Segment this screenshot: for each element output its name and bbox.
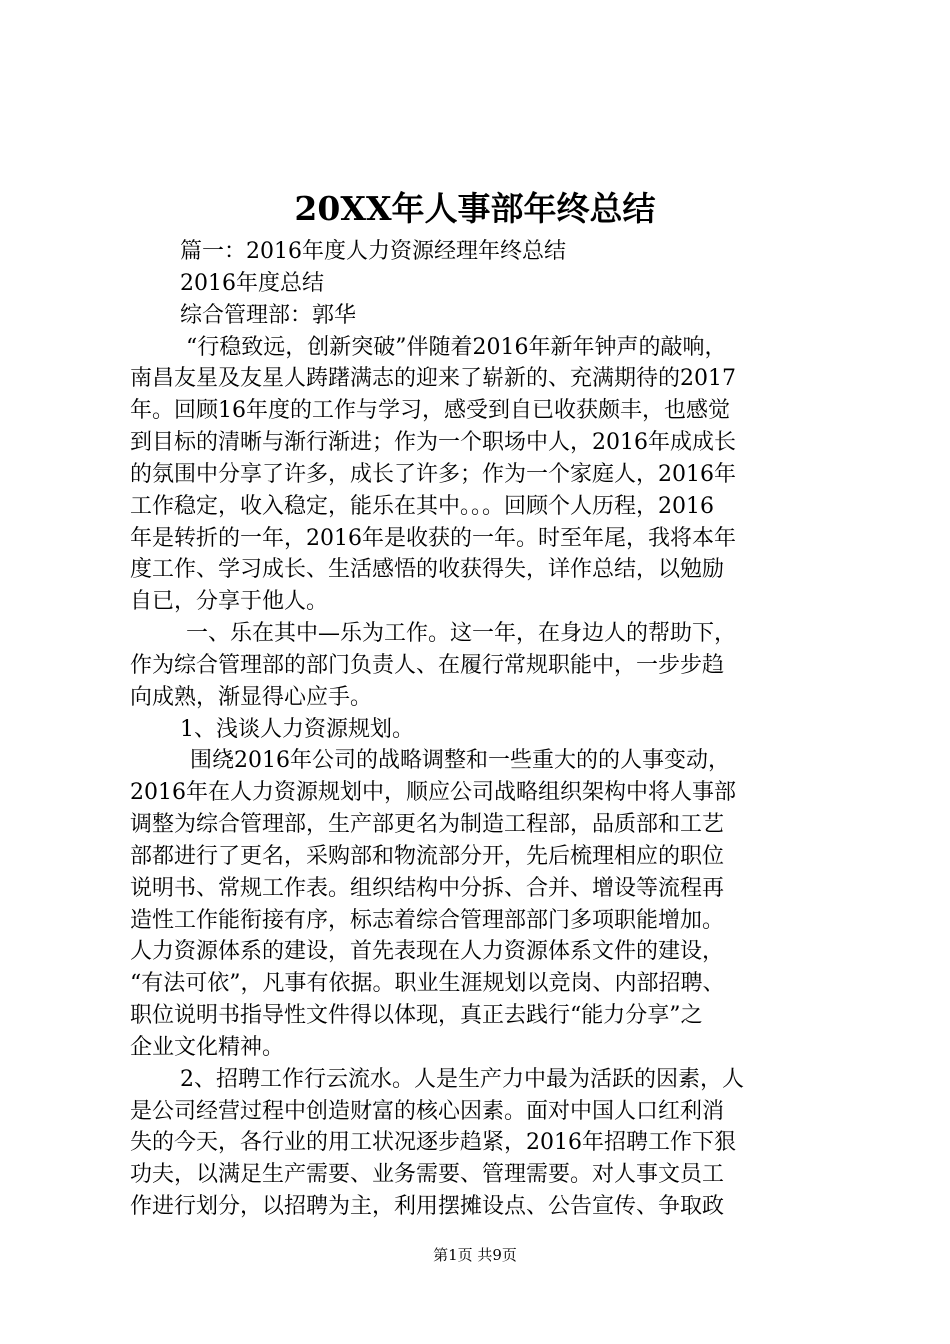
body-line: 到目标的清晰与渐行渐进；作为一个职场中人，2016年成成长 (130, 430, 736, 455)
body-line: 作进行划分，以招聘为主，利用摆摊设点、公告宣传、争取政 (130, 1194, 725, 1219)
body-line: 自已，分享于他人。 (130, 589, 329, 614)
body-line: 调整为综合管理部，生产部更名为制造工程部，品质部和工艺 (130, 812, 725, 837)
body-line: 2、招聘工作行云流水。人是生产力中最为活跃的因素，人 (180, 1067, 744, 1092)
body-line: 年是转折的一年，2016年是收获的一年。时至年尾，我将本年 (130, 526, 736, 551)
body-line: 篇一：2016年度人力资源经理年终总结 (180, 239, 566, 264)
body-line: 企业文化精神。 (130, 1035, 285, 1060)
body-line: 人力资源体系的建设，首先表现在人力资源体系文件的建设， (130, 939, 725, 964)
body-line: 的氛围中分享了许多，成长了许多；作为一个家庭人，2016年 (130, 462, 736, 487)
body-line: 南昌友星及友星人踌躇满志的迎来了崭新的、充满期待的2017 (130, 366, 736, 391)
body-line: 综合管理部：郭华 (180, 303, 357, 328)
body-line: 2016年度总结 (180, 271, 324, 296)
body-line: 年。回顾16年度的工作与学习，感受到自已收获颇丰，也感觉 (130, 398, 730, 423)
body-line: 度工作、学习成长、生活感悟的收获得失，详作总结，以勉励 (130, 557, 725, 582)
body-line: 是公司经营过程中创造财富的核心因素。面对中国人口红利消 (130, 1099, 725, 1124)
body-line: 造性工作能衔接有序，标志着综合管理部部门多项职能增加。 (130, 908, 725, 933)
body-line: 说明书、常规工作表。组织结构中分拆、合并、增设等流程再 (130, 876, 725, 901)
body-line: 工作稳定，收入稳定，能乐在其中。。。回顾个人历程，2016 (130, 494, 714, 519)
body-line: 1、浅谈人力资源规划。 (180, 717, 414, 742)
body-line: 作为综合管理部的部门负责人、在履行常规职能中，一步步趋 (130, 653, 725, 678)
body-line: 职位说明书指导性文件得以体现，真正去践行“能力分享”之 (130, 1003, 703, 1028)
body-line: 功夫，以满足生产需要、业务需要、管理需要。对人事文员工 (130, 1162, 725, 1187)
body-line: 2016年在人力资源规划中，顺应公司战略组织架构中将人事部 (130, 780, 736, 805)
body-line: 向成熟，渐显得心应手。 (130, 685, 373, 710)
body-line: “有法可依”，凡事有依据。职业生涯规划以竞岗、内部招聘、 (130, 971, 725, 996)
page-number-footer: 第1页 共9页 (433, 1246, 517, 1264)
body-line: 一、乐在其中—乐为工作。这一年，在身边人的帮助下， (186, 621, 737, 646)
body-line: 失的今天，各行业的用工状况逐步趋紧，2016年招聘工作下狠 (130, 1130, 736, 1155)
document-title: 20XX年人事部年终总结 (294, 189, 656, 228)
body-line: 部都进行了更名，采购部和物流部分开，先后梳理相应的职位 (130, 844, 725, 869)
body-line: “行稳致远，创新突破”伴随着2016年新年钟声的敲响， (186, 335, 727, 360)
body-line: 围绕2016年公司的战略调整和一些重大的的人事变动， (190, 748, 730, 773)
